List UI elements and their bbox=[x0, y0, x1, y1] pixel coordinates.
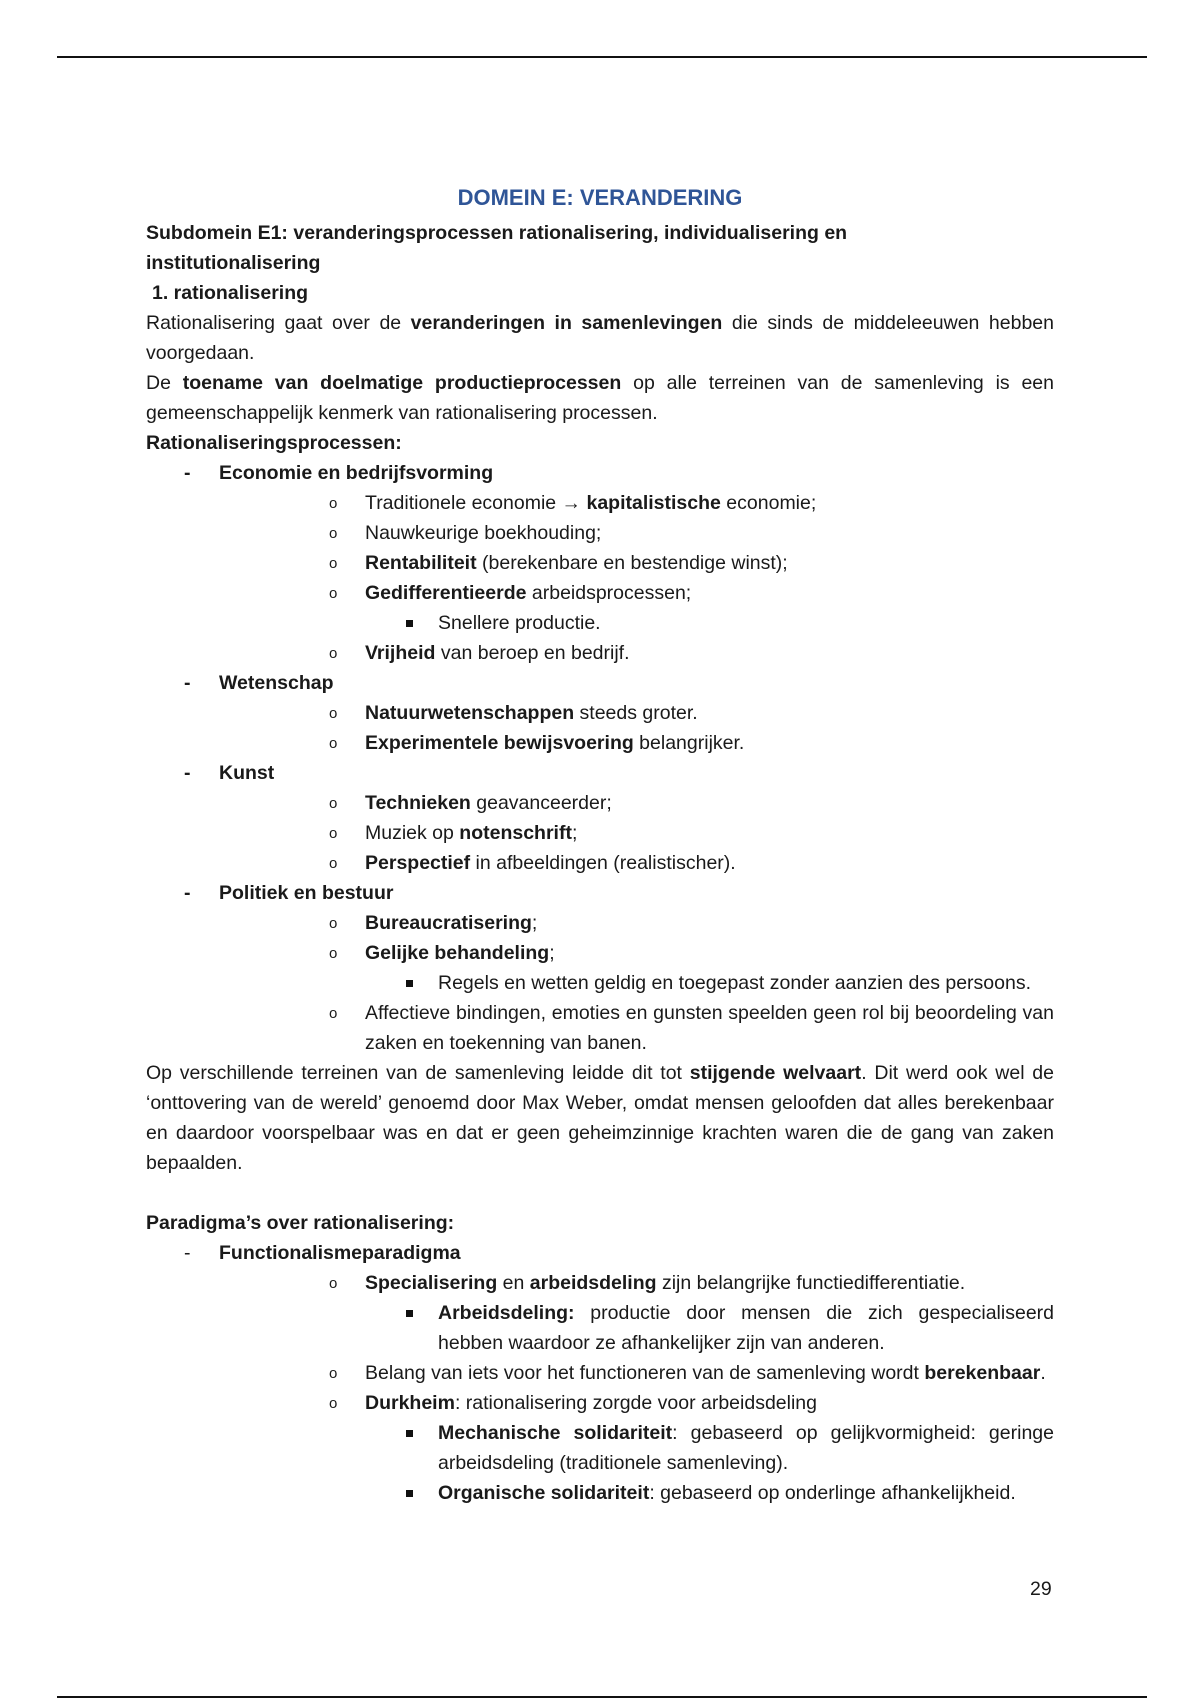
list-item: o Belang van iets voor het functioneren van de samenleving wordt berekenbaar. bbox=[219, 1358, 1054, 1388]
paradigms-list bbox=[146, 1238, 1054, 1508]
page-title: DOMEIN E: VERANDERING bbox=[457, 185, 743, 210]
list-item: o Muziek op notenschrift; bbox=[219, 818, 1054, 848]
subdomain-heading: Subdomein E1: veranderingsprocessen rationalisering, individualisering en institutionalisering bbox=[146, 222, 848, 274]
list-item-art: - Kunst o Technieken geavanceerder; o Muziek op notenschrift; o Perspectief in afbeeldingen (realistischer). bbox=[146, 758, 1054, 878]
intro-paragraph-1: Rationalisering gaat over de veranderingen in samenlevingen die sinds de middeleeuwen hebben voorgedaan. bbox=[146, 312, 1054, 364]
footer-rule bbox=[57, 1696, 1147, 1698]
list-item: o Durkheim: rationalisering zorgde voor arbeidsdeling Mechanische solidariteit: gebaseerd op gelijkvormigheid: geringe arbeidsdeling (traditionele samenleving). Organische solidariteit: gebaseerd op onderlinge afhankelijkheid. bbox=[219, 1388, 1054, 1508]
list-subitem: Mechanische solidariteit: gebaseerd op gelijkvormigheid: geringe arbeidsdeling (traditionele samenleving). bbox=[365, 1418, 1054, 1478]
list-item: o Experimentele bewijsvoering belangrijker. bbox=[219, 728, 1054, 758]
header-rule bbox=[57, 56, 1147, 58]
processes-heading: Rationaliseringsprocessen: bbox=[146, 432, 402, 454]
conclusion-paragraph: Op verschillende terreinen van de samenleving leidde dit tot stijgende welvaart. Dit werd ook wel de ‘onttovering van de wereld’ genoemd door Max Weber, omdat mensen geloofden dat alles berekenbaar en daardoor voorspelbaar was en dat er geen geheimzinnige krachten waren die de gang van zaken bepaalden. bbox=[146, 1062, 1054, 1174]
processes-list bbox=[146, 458, 1054, 1058]
list-item: o Gedifferentieerde arbeidsprocessen; Snellere productie. bbox=[219, 578, 1054, 638]
section-heading: 1. rationalisering bbox=[152, 282, 309, 304]
list-subitem: Arbeidsdeling: productie door mensen die zich gespecialiseerd hebben waardoor ze afhankelijker zijn van anderen. bbox=[365, 1298, 1054, 1358]
list-item: o Affectieve bindingen, emoties en gunsten speelden geen rol bij beoordeling van zaken en toekenning van banen. bbox=[219, 998, 1054, 1058]
list-item: o Traditionele economie → kapitalistische economie; bbox=[219, 488, 1054, 518]
list-item-economy: - Economie en bedrijfsvorming o Traditionele economie → kapitalistische economie; o Nauwkeurige boekhouding; o Rentabiliteit (berekenbare en bestendige winst); o Gedifferentieerde arbeidsprocessen; Snellere productie. o Vrijheid van beroep en bedrijf. bbox=[146, 458, 1054, 668]
list-item: o Gelijke behandeling; Regels en wetten geldig en toegepast zonder aanzien des persoons. bbox=[219, 938, 1054, 998]
intro-paragraph-2: De toename van doelmatige productieprocessen op alle terreinen van de samenleving is een gemeenschappelijk kenmerk van rationalisering processen. bbox=[146, 372, 1054, 424]
list-item: o Natuurwetenschappen steeds groter. bbox=[219, 698, 1054, 728]
page-number: 29 bbox=[1030, 1578, 1052, 1600]
list-item: o Rentabiliteit (berekenbare en bestendige winst); bbox=[219, 548, 1054, 578]
list-item: o Perspectief in afbeeldingen (realistischer). bbox=[219, 848, 1054, 878]
list-item-functionalism: - Functionalismeparadigma o Specialisering en arbeidsdeling zijn belangrijke functiedifferentiatie. Arbeidsdeling: productie door mensen die zich gespecialiseerd hebben waardoor ze afhankelijker zijn van anderen. o Belang van iets voor het functioneren van de samenleving wordt berekenbaar. o Durkheim: rationalisering zorgde voor arbeidsdeling Mechanische solidariteit: gebaseerd op gelijkvormigheid: geringe arbeidsdeling (traditionele samenleving). Organische solidariteit: gebaseerd op onderlinge afhankelijkheid. bbox=[146, 1238, 1054, 1508]
list-item-politics: - Politiek en bestuur o Bureaucratisering; o Gelijke behandeling; Regels en wetten geldig en toegepast zonder aanzien des persoons. o Affectieve bindingen, emoties en gunsten speelden geen rol bij beoordeling van zaken en toekenning van banen. bbox=[146, 878, 1054, 1058]
list-item: o Vrijheid van beroep en bedrijf. bbox=[219, 638, 1054, 668]
document-page bbox=[146, 180, 1054, 1508]
list-item: o Specialisering en arbeidsdeling zijn belangrijke functiedifferentiatie. Arbeidsdeling: productie door mensen die zich gespecialiseerd hebben waardoor ze afhankelijker zijn van anderen. bbox=[219, 1268, 1054, 1358]
list-item-science: - Wetenschap o Natuurwetenschappen steeds groter. o Experimentele bewijsvoering belangrijker. bbox=[146, 668, 1054, 758]
list-subitem: Organische solidariteit: gebaseerd op onderlinge afhankelijkheid. bbox=[365, 1478, 1054, 1508]
list-item: o Nauwkeurige boekhouding; bbox=[219, 518, 1054, 548]
paradigms-heading: Paradigma’s over rationalisering: bbox=[146, 1212, 455, 1234]
list-item: o Technieken geavanceerder; bbox=[219, 788, 1054, 818]
list-subitem: Snellere productie. bbox=[365, 608, 1054, 638]
list-item: o Bureaucratisering; bbox=[219, 908, 1054, 938]
list-subitem: Regels en wetten geldig en toegepast zonder aanzien des persoons. bbox=[365, 968, 1054, 998]
